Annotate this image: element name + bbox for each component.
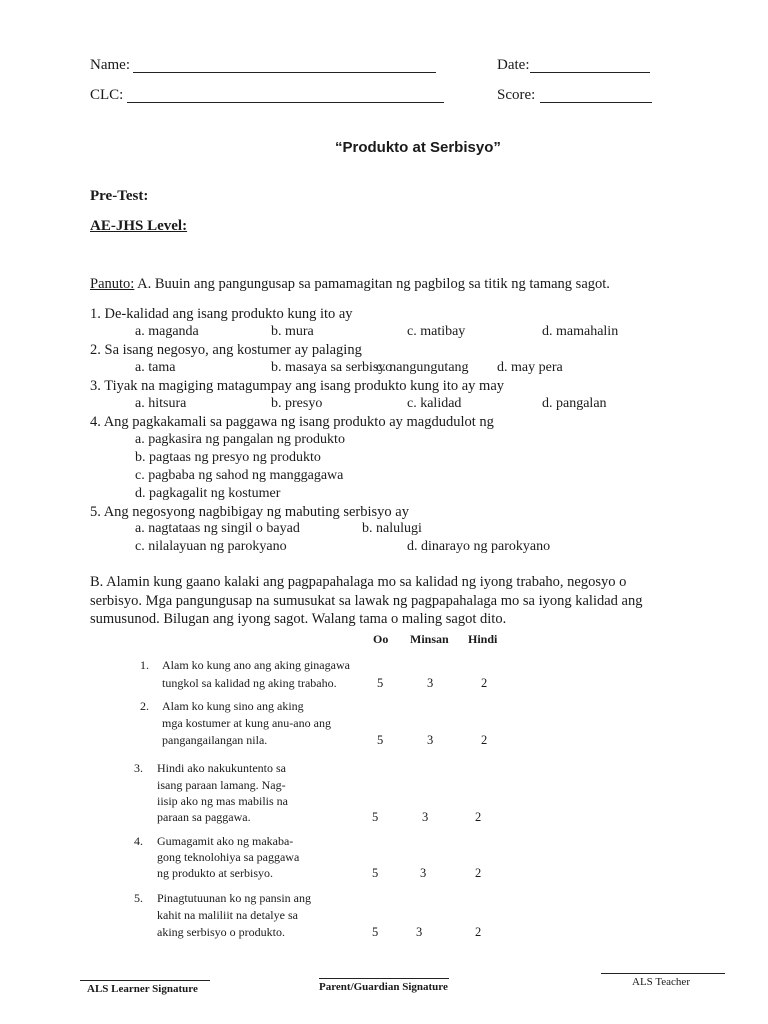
name-field[interactable] bbox=[133, 72, 436, 73]
rating-item-3-line-1: Hindi ako nakukuntento sa bbox=[157, 761, 286, 775]
instruction-text: A. Buuin ang pangungusap sa pamamagitan ng pagbilog sa titik ng tamang sagot. bbox=[134, 276, 610, 292]
rating-item-3-score-oo[interactable]: 5 bbox=[372, 810, 379, 824]
rating-item-4-line-2: gong teknolohiya sa paggawa bbox=[157, 850, 300, 864]
q4-option-d[interactable]: d. pagkagalit ng kostumer bbox=[135, 486, 281, 501]
part-b-intro-line-2: serbisyo. Mga pangungusap na sumusukat sa lawak ng pagpapahalaga mo sa iyong kalidad ang bbox=[90, 593, 643, 609]
rating-item-5-score-hindi[interactable]: 2 bbox=[475, 925, 482, 939]
rating-item-4-number: 4. bbox=[134, 834, 143, 848]
q1-option-d[interactable]: d. mamahalin bbox=[542, 324, 619, 339]
rating-item-1-line-1: Alam ko kung ano ang aking ginagawa bbox=[162, 658, 350, 672]
rating-item-2-number: 2. bbox=[140, 699, 149, 713]
rating-item-3-line-2: isang paraan lamang. Nag- bbox=[157, 778, 286, 792]
rating-item-2-score-oo[interactable]: 5 bbox=[377, 733, 384, 747]
rating-item-5-line-1: Pinagtutuunan ko ng pansin ang bbox=[157, 891, 311, 905]
rating-item-5-score-oo[interactable]: 5 bbox=[372, 925, 379, 939]
rating-item-3-line-4: paraan sa paggawa. bbox=[157, 810, 251, 824]
rating-item-3-score-minsan[interactable]: 3 bbox=[422, 810, 429, 824]
q4-option-c[interactable]: c. pagbaba ng sahod ng manggagawa bbox=[135, 468, 344, 483]
q3-option-c[interactable]: c. kalidad bbox=[407, 396, 462, 411]
rating-item-2-score-minsan[interactable]: 3 bbox=[427, 733, 434, 747]
part-a-instruction bbox=[90, 276, 610, 293]
rating-item-1-number: 1. bbox=[140, 658, 149, 672]
rating-item-3-score-hindi[interactable]: 2 bbox=[475, 810, 482, 824]
rating-item-4-score-hindi[interactable]: 2 bbox=[475, 866, 482, 880]
teacher-signature-line[interactable] bbox=[601, 973, 725, 974]
rating-item-1-score-hindi[interactable]: 2 bbox=[481, 676, 488, 690]
q2-option-d[interactable]: d. may pera bbox=[497, 360, 563, 375]
rating-item-5-number: 5. bbox=[134, 891, 143, 905]
q1-option-c[interactable]: c. matibay bbox=[407, 324, 466, 339]
rating-item-3-number: 3. bbox=[134, 761, 143, 775]
rating-item-4-line-1: Gumagamit ako ng makaba- bbox=[157, 834, 294, 848]
parent-signature-line[interactable] bbox=[319, 978, 449, 979]
clc-field[interactable] bbox=[127, 102, 444, 103]
q2-option-c[interactable]: c. nangungutang bbox=[376, 360, 469, 375]
q1-option-b[interactable]: b. mura bbox=[271, 324, 314, 339]
q1-option-a[interactable]: a. maganda bbox=[135, 324, 199, 339]
question-2: 2. Sa isang negosyo, ang kostumer ay palaging bbox=[90, 342, 362, 358]
q5-option-c[interactable]: c. nilalayuan ng parokyano bbox=[135, 539, 287, 554]
rating-item-3-line-3: iisip ako ng mas mabilis na bbox=[157, 794, 288, 808]
level-heading: AE-JHS Level: bbox=[90, 218, 188, 234]
q2-option-b[interactable]: b. masaya sa serbisyo bbox=[271, 360, 393, 375]
rating-item-1-score-minsan[interactable]: 3 bbox=[427, 676, 434, 690]
question-1: 1. De-kalidad ang isang produkto kung ito ay bbox=[90, 306, 353, 322]
column-hindi: Hindi bbox=[468, 632, 498, 646]
learner-signature-label: ALS Learner Signature bbox=[87, 983, 198, 995]
rating-item-5-score-minsan[interactable]: 3 bbox=[416, 925, 423, 939]
q3-option-b[interactable]: b. presyo bbox=[271, 396, 323, 411]
q3-option-a[interactable]: a. hitsura bbox=[135, 396, 187, 411]
q5-option-b[interactable]: b. nalulugi bbox=[362, 521, 422, 536]
part-b-intro-line-3: sumusunod. Bilugan ang iyong sagot. Walang tama o maling sagot dito. bbox=[90, 611, 507, 627]
date-label: Date: bbox=[497, 57, 530, 73]
page-title: “Produkto at Serbisyo” bbox=[335, 139, 501, 156]
rating-item-2-line-1: Alam ko kung sino ang aking bbox=[162, 699, 304, 713]
rating-item-4-score-oo[interactable]: 5 bbox=[372, 866, 379, 880]
clc-label: CLC: bbox=[90, 87, 124, 103]
rating-item-2-score-hindi[interactable]: 2 bbox=[481, 733, 488, 747]
rating-item-4-score-minsan[interactable]: 3 bbox=[420, 866, 427, 880]
rating-item-1-score-oo[interactable]: 5 bbox=[377, 676, 384, 690]
pretest-heading: Pre-Test: bbox=[90, 188, 149, 204]
name-label: Name: bbox=[90, 57, 130, 73]
date-field[interactable] bbox=[530, 72, 650, 73]
rating-item-1-line-2: tungkol sa kalidad ng aking trabaho. bbox=[162, 676, 337, 690]
rating-item-5-line-3: aking serbisyo o produkto. bbox=[157, 925, 285, 939]
question-3: 3. Tiyak na magiging matagumpay ang isang produkto kung ito ay may bbox=[90, 378, 505, 394]
rating-item-2-line-2: mga kostumer at kung anu-ano ang bbox=[162, 716, 331, 730]
q2-option-a[interactable]: a. tama bbox=[135, 360, 176, 375]
score-field[interactable] bbox=[540, 102, 652, 103]
rating-item-4-line-3: ng produkto at serbisyo. bbox=[157, 866, 273, 880]
score-label: Score: bbox=[497, 87, 536, 103]
q3-option-d[interactable]: d. pangalan bbox=[542, 396, 607, 411]
rating-item-5-line-2: kahit na maliliit na detalye sa bbox=[157, 908, 298, 922]
teacher-signature-label: ALS Teacher bbox=[632, 976, 690, 988]
q4-option-b[interactable]: b. pagtaas ng presyo ng produkto bbox=[135, 450, 321, 465]
question-5: 5. Ang negosyong nagbibigay ng mabuting serbisyo ay bbox=[90, 504, 409, 520]
q5-option-d[interactable]: d. dinarayo ng parokyano bbox=[407, 539, 551, 554]
learner-signature-line[interactable] bbox=[80, 980, 210, 981]
question-4: 4. Ang pagkakamali sa paggawa ng isang produkto ay magdudulot ng bbox=[90, 414, 494, 430]
panuto-label: Panuto: bbox=[90, 276, 135, 292]
q4-option-a[interactable]: a. pagkasira ng pangalan ng produkto bbox=[135, 432, 345, 447]
column-minsan: Minsan bbox=[410, 632, 449, 646]
rating-item-2-line-3: pangangailangan nila. bbox=[162, 733, 268, 747]
parent-signature-label: Parent/Guardian Signature bbox=[319, 981, 448, 993]
part-b-intro-line-1: B. Alamin kung gaano kalaki ang pagpapahalaga mo sa kalidad ng iyong trabaho, negosyo o bbox=[90, 574, 627, 590]
column-oo: Oo bbox=[373, 632, 389, 646]
q5-option-a[interactable]: a. nagtataas ng singil o bayad bbox=[135, 521, 300, 536]
